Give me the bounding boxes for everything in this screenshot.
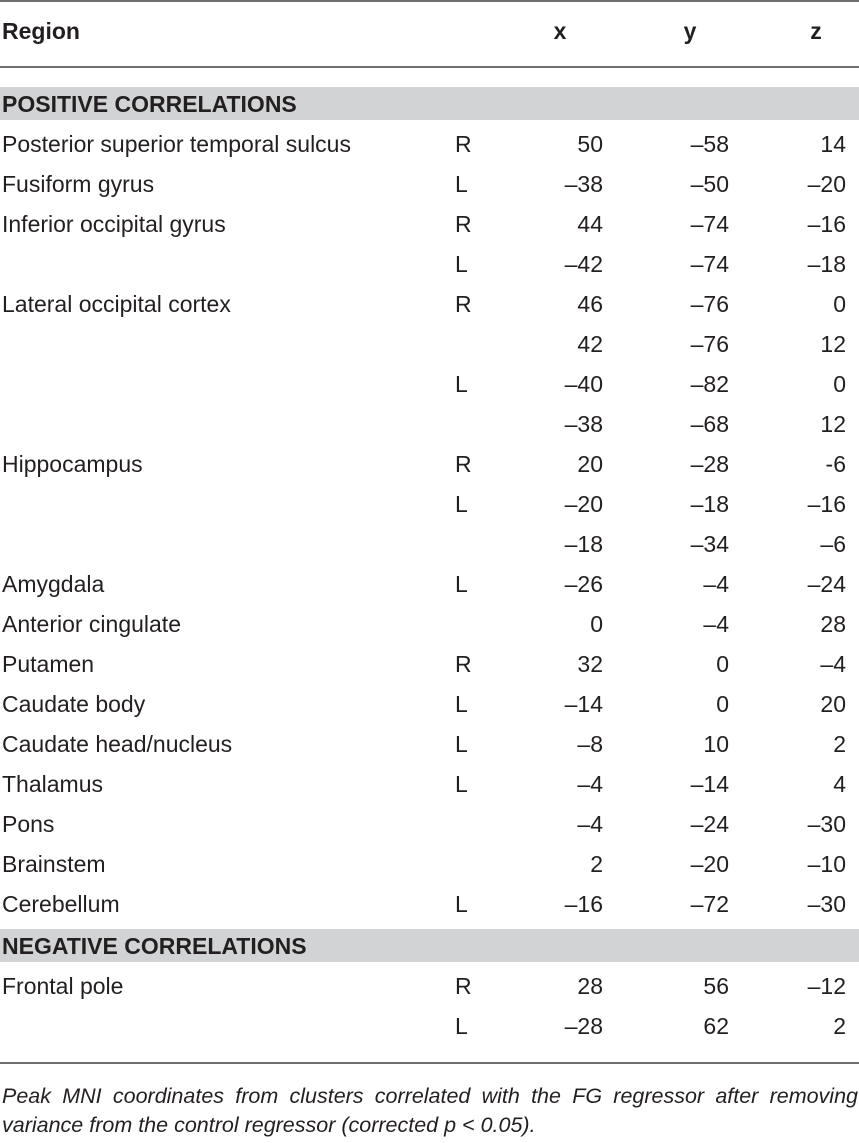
cell-x: 20 [577, 451, 603, 477]
cell-z: –6 [820, 531, 846, 557]
cell-y: –68 [690, 411, 729, 437]
cell-region: Putamen [2, 651, 95, 677]
cell-region: Posterior superior temporal sulcus [2, 131, 351, 157]
table-row [0, 490, 859, 530]
cell-z: 12 [820, 411, 846, 437]
cell-region: Anterior cingulate [2, 611, 181, 637]
cell-x: 32 [577, 651, 603, 677]
cell-region: Thalamus [2, 771, 103, 797]
table-footnote: Peak MNI coordinates from clusters correlated with the FG regressor after removing variance from the control regressor (corrected p < 0.05). [2, 1084, 858, 1137]
table-row [0, 250, 859, 290]
cell-y: –82 [690, 371, 729, 397]
cell-hemisphere: L [455, 691, 468, 717]
cell-y: –76 [690, 291, 729, 317]
table-row [0, 290, 859, 330]
cell-y: –14 [690, 771, 729, 797]
table-row [0, 972, 859, 1012]
cell-z: 2 [833, 1013, 846, 1039]
cell-x: 44 [577, 211, 603, 237]
cell-z: –30 [807, 811, 846, 837]
cell-hemisphere: R [455, 973, 472, 999]
cell-hemisphere: R [455, 211, 472, 237]
cell-y: –74 [690, 251, 729, 277]
column-header-y: y [683, 18, 697, 44]
cell-y: 56 [703, 973, 729, 999]
cell-hemisphere: L [455, 731, 468, 757]
cell-hemisphere: L [455, 771, 468, 797]
cell-y: –20 [690, 851, 729, 877]
cell-z: –20 [807, 171, 846, 197]
cell-y: –50 [690, 171, 729, 197]
cell-z: 28 [820, 611, 846, 637]
section-title-positive: POSITIVE CORRELATIONS [2, 91, 297, 117]
cell-z: 12 [820, 331, 846, 357]
cell-hemisphere: L [455, 1013, 468, 1039]
header-rule [0, 66, 859, 68]
cell-region: Fusiform gyrus [2, 171, 155, 197]
cell-z: –24 [807, 571, 846, 597]
cell-hemisphere: R [455, 131, 472, 157]
cell-hemisphere: L [455, 251, 468, 277]
cell-y: –72 [690, 891, 729, 917]
cell-x: –14 [564, 691, 603, 717]
cell-y: –18 [690, 491, 729, 517]
cell-x: –38 [564, 411, 603, 437]
table-row [0, 610, 859, 650]
cell-y: –24 [690, 811, 729, 837]
cell-y: –4 [703, 571, 729, 597]
table-row [0, 370, 859, 410]
table-row [0, 330, 859, 370]
table-row [0, 1012, 859, 1052]
cell-y: 10 [703, 731, 729, 757]
table-row [0, 450, 859, 490]
cell-region: Lateral occipital cortex [2, 291, 231, 317]
table-row [0, 850, 859, 890]
cell-x: –26 [564, 571, 603, 597]
cell-z: –10 [807, 851, 846, 877]
cell-region: Inferior occipital gyrus [2, 211, 226, 237]
cell-region: Pons [2, 811, 55, 837]
cell-x: –8 [577, 731, 603, 757]
cell-region: Cerebellum [2, 891, 120, 917]
table-row [0, 690, 859, 730]
cell-hemisphere: L [455, 571, 468, 597]
table-row [0, 650, 859, 690]
table-bottom-rule [0, 1062, 859, 1064]
cell-z: 14 [820, 131, 846, 157]
column-header-z: z [810, 18, 822, 44]
cell-region: Caudate body [2, 691, 146, 717]
table-row [0, 410, 859, 450]
section-title-negative: NEGATIVE CORRELATIONS [2, 933, 307, 959]
cell-region: Frontal pole [2, 973, 124, 999]
cell-z: 0 [833, 291, 846, 317]
cell-z: -6 [825, 451, 846, 477]
table-row [0, 810, 859, 850]
table-top-rule [0, 0, 859, 2]
cell-x: –40 [564, 371, 603, 397]
cell-x: 46 [577, 291, 603, 317]
table-row [0, 530, 859, 570]
cell-y: –34 [690, 531, 729, 557]
cell-x: –20 [564, 491, 603, 517]
cell-x: –42 [564, 251, 603, 277]
cell-y: –28 [690, 451, 729, 477]
cell-x: 42 [577, 331, 603, 357]
table-row [0, 770, 859, 810]
cell-hemisphere: R [455, 651, 472, 677]
cell-x: –4 [577, 771, 603, 797]
column-header-region: Region [2, 18, 80, 44]
cell-z: 0 [833, 371, 846, 397]
cell-x: –38 [564, 171, 603, 197]
cell-z: –16 [807, 491, 846, 517]
cell-y: –76 [690, 331, 729, 357]
cell-y: –58 [690, 131, 729, 157]
section-positive-correlations [0, 87, 859, 120]
cell-y: –4 [703, 611, 729, 637]
cell-hemisphere: L [455, 891, 468, 917]
cell-x: –16 [564, 891, 603, 917]
cell-region: Hippocampus [2, 451, 143, 477]
table-row [0, 130, 859, 170]
cell-hemisphere: L [455, 491, 468, 517]
cell-x: 28 [577, 973, 603, 999]
cell-z: –16 [807, 211, 846, 237]
cell-hemisphere: R [455, 451, 472, 477]
cell-x: –28 [564, 1013, 603, 1039]
cell-region: Amygdala [2, 571, 105, 597]
cell-z: –30 [807, 891, 846, 917]
cell-y: –74 [690, 211, 729, 237]
table-row [0, 730, 859, 770]
cell-z: 2 [833, 731, 846, 757]
section-negative-correlations [0, 929, 859, 962]
table-row [0, 890, 859, 930]
cell-x: 2 [590, 851, 603, 877]
cell-x: –18 [564, 531, 603, 557]
cell-hemisphere: R [455, 291, 472, 317]
table-row [0, 570, 859, 610]
cell-x: 50 [577, 131, 603, 157]
cell-hemisphere: L [455, 371, 468, 397]
cell-x: –4 [577, 811, 603, 837]
cell-z: –12 [807, 973, 846, 999]
cell-z: –18 [807, 251, 846, 277]
cell-region: Brainstem [2, 851, 106, 877]
cell-region: Caudate head/nucleus [2, 731, 233, 757]
table-row [0, 170, 859, 210]
cell-z: 20 [820, 691, 846, 717]
cell-x: 0 [590, 611, 603, 637]
cell-y: 0 [716, 651, 729, 677]
cell-z: 4 [833, 771, 846, 797]
table-row [0, 210, 859, 250]
column-header-x: x [553, 18, 567, 44]
cell-y: 62 [703, 1013, 729, 1039]
cell-y: 0 [716, 691, 729, 717]
cell-hemisphere: L [455, 171, 468, 197]
cell-z: –4 [820, 651, 846, 677]
